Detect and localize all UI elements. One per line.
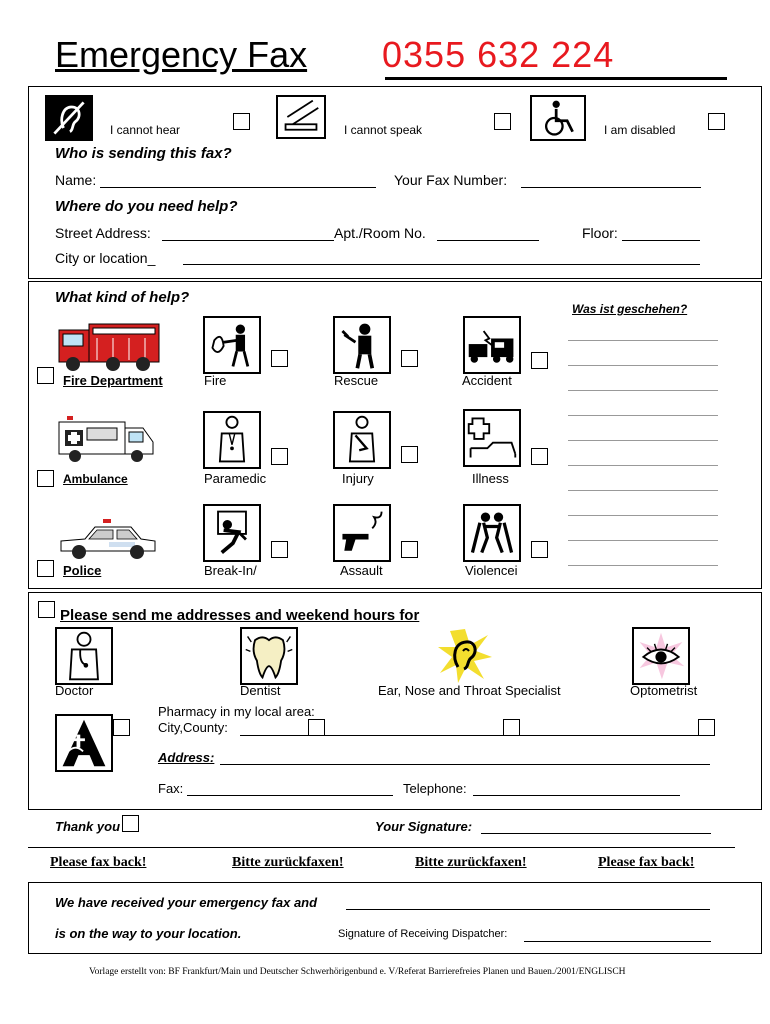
fax-back-3: Bitte zurückfaxen! xyxy=(415,855,527,870)
pharmacy-icon xyxy=(55,714,113,772)
police-label: Police xyxy=(63,563,102,578)
what-happened-line[interactable] xyxy=(568,415,718,416)
footer-divider xyxy=(28,847,735,848)
location-heading: Where do you need help? xyxy=(55,198,238,215)
floor-label: Floor: xyxy=(582,225,618,241)
doctor-checkbox[interactable] xyxy=(308,719,325,736)
apt-field[interactable] xyxy=(437,240,539,241)
received-field[interactable] xyxy=(346,909,710,910)
assault-icon xyxy=(333,504,391,562)
cannot-speak-label: I cannot speak xyxy=(344,123,423,137)
city-label: City or location_ xyxy=(55,250,156,266)
apt-label: Apt./Room No. xyxy=(334,225,426,241)
dentist-icon xyxy=(240,627,298,685)
fire-department-label: Fire Department xyxy=(63,373,163,388)
violence-checkbox[interactable] xyxy=(531,541,548,558)
break-in-label: Break-In/ xyxy=(204,563,257,578)
break-in-icon xyxy=(203,504,261,562)
sender-heading: Who is sending this fax? xyxy=(55,145,232,162)
city-county-label: City,County: xyxy=(158,720,228,735)
pharmacy-fax-label: Fax: xyxy=(158,781,184,796)
what-happened-line[interactable] xyxy=(568,465,718,466)
rescue-checkbox[interactable] xyxy=(401,350,418,367)
fax-back-2: Bitte zurückfaxen! xyxy=(232,855,344,870)
dispatcher-signature-label: Signature of Receiving Dispatcher: xyxy=(338,928,508,940)
pharmacy-fax-field[interactable] xyxy=(187,795,393,796)
what-happened-line[interactable] xyxy=(568,390,718,391)
what-happened-line[interactable] xyxy=(568,540,718,541)
illness-checkbox[interactable] xyxy=(531,448,548,465)
injury-checkbox[interactable] xyxy=(401,446,418,463)
rescue-icon xyxy=(333,316,391,374)
template-credit: Vorlage erstellt von: BF Frankfurt/Main und Deutscher Schwerhörigenbund e. V/Referat Barrierefreies Planen und Bauen./2001/ENGLISCH xyxy=(89,967,626,977)
illness-icon xyxy=(463,409,521,467)
address-label: Address: xyxy=(158,750,215,765)
fire-icon xyxy=(203,316,261,374)
ambulance-label: Ambulance xyxy=(63,472,128,486)
what-happened-line[interactable] xyxy=(568,490,718,491)
dentist-label: Dentist xyxy=(240,683,281,698)
dispatcher-section xyxy=(28,882,762,954)
sender-fax-label: Your Fax Number: xyxy=(394,172,508,188)
illness-label: Illness xyxy=(472,471,509,486)
thank-you-checkbox[interactable] xyxy=(122,815,139,832)
violence-icon xyxy=(463,504,521,562)
cannot-hear-label: I cannot hear xyxy=(110,123,181,137)
accident-icon xyxy=(463,316,521,374)
floor-field[interactable] xyxy=(622,240,700,241)
ambulance-checkbox[interactable] xyxy=(37,470,54,487)
help-heading: What kind of help? xyxy=(55,289,190,306)
injury-label: Injury xyxy=(342,471,374,486)
accident-label: Accident xyxy=(462,373,512,388)
fire-checkbox[interactable] xyxy=(271,350,288,367)
signature-label: Your Signature: xyxy=(375,819,473,834)
addresses-section xyxy=(28,592,762,810)
cannot-hear-checkbox[interactable] xyxy=(233,113,250,130)
addresses-heading: Please send me addresses and weekend hours for xyxy=(60,607,420,624)
fire-truck-icon xyxy=(57,316,161,374)
telephone-field[interactable] xyxy=(473,795,680,796)
disabled-label: I am disabled xyxy=(604,123,676,137)
assault-label: Assault xyxy=(340,563,383,578)
name-label: Name: xyxy=(55,172,97,188)
police-checkbox[interactable] xyxy=(37,560,54,577)
wheelchair-icon xyxy=(530,95,586,141)
disabled-checkbox[interactable] xyxy=(708,113,725,130)
header-underline xyxy=(385,77,727,80)
addresses-checkbox[interactable] xyxy=(38,601,55,618)
ent-checkbox[interactable] xyxy=(698,719,715,736)
address-field[interactable] xyxy=(220,764,710,765)
emergency-fax-number: 0355 632 224 xyxy=(382,34,615,75)
pharmacy-area-label: Pharmacy in my local area: xyxy=(158,704,315,719)
telephone-label: Telephone: xyxy=(403,781,467,796)
assault-checkbox[interactable] xyxy=(401,541,418,558)
pharmacy-checkbox[interactable] xyxy=(113,719,130,736)
sender-fax-field[interactable] xyxy=(521,187,701,188)
city-field[interactable] xyxy=(183,264,700,265)
street-field[interactable] xyxy=(162,240,334,241)
fax-back-1: Please fax back! xyxy=(50,855,147,870)
injury-icon xyxy=(333,411,391,469)
doctor-label: Doctor xyxy=(55,683,94,698)
ent-label: Ear, Nose and Throat Specialist xyxy=(378,683,561,698)
deaf-icon xyxy=(45,95,93,141)
paramedic-icon xyxy=(203,411,261,469)
police-car-icon xyxy=(57,517,159,561)
dispatcher-signature-field[interactable] xyxy=(524,941,711,942)
what-happened-label: Was ist geschehen? xyxy=(572,302,688,316)
signature-field[interactable] xyxy=(481,833,711,834)
paramedic-label: Paramedic xyxy=(204,471,267,486)
what-happened-line[interactable] xyxy=(568,365,718,366)
fax-back-4: Please fax back! xyxy=(598,855,695,870)
accident-checkbox[interactable] xyxy=(531,352,548,369)
received-line-1: We have received your emergency fax and xyxy=(55,895,318,910)
paramedic-checkbox[interactable] xyxy=(271,448,288,465)
ambulance-icon xyxy=(57,412,157,464)
mute-icon xyxy=(276,95,326,139)
what-happened-line[interactable] xyxy=(568,440,718,441)
street-label: Street Address: xyxy=(55,225,151,241)
page-title: Emergency Fax xyxy=(55,34,308,75)
doctor-icon xyxy=(55,627,113,685)
thank-you-text: Thank you xyxy=(55,819,121,834)
fire-label: Fire xyxy=(204,373,227,388)
eye-icon xyxy=(632,627,690,685)
optometrist-label: Optometrist xyxy=(630,683,698,698)
violence-label: Violencei xyxy=(465,563,518,578)
break-in-checkbox[interactable] xyxy=(271,541,288,558)
received-line-2: is on the way to your location. xyxy=(55,926,242,941)
what-happened-line[interactable] xyxy=(568,565,718,566)
what-happened-line[interactable] xyxy=(568,515,718,516)
dentist-checkbox[interactable] xyxy=(503,719,520,736)
ear-icon xyxy=(436,627,494,685)
name-field[interactable] xyxy=(100,187,376,188)
cannot-speak-checkbox[interactable] xyxy=(494,113,511,130)
fire-department-checkbox[interactable] xyxy=(37,367,54,384)
rescue-label: Rescue xyxy=(334,373,379,388)
what-happened-line[interactable] xyxy=(568,340,718,341)
